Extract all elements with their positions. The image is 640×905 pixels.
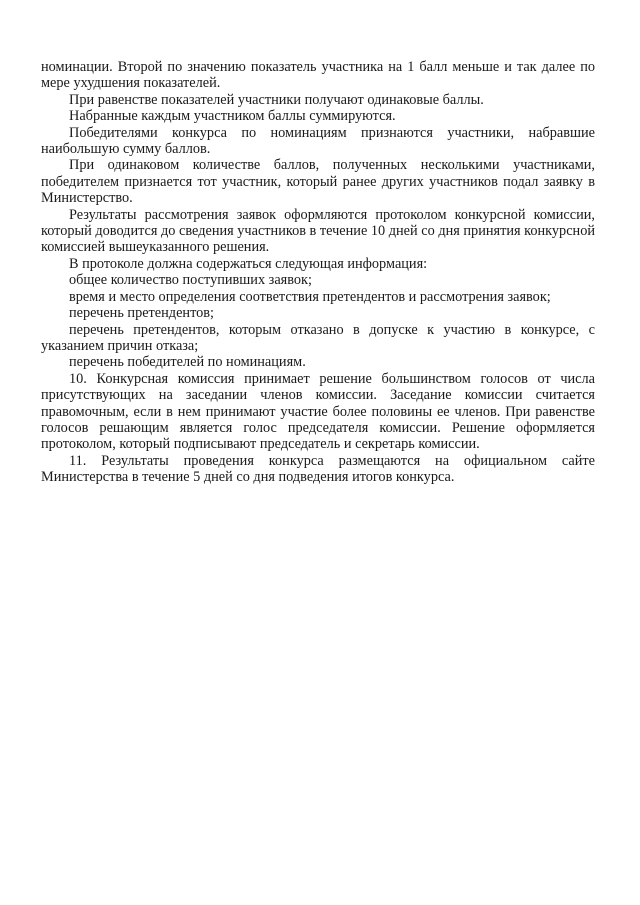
paragraph-5: При одинаковом количестве баллов, полученных несколькими участниками, победителем признается тот участник, который ранее других участников подал заявку в Министерство.: [41, 157, 595, 207]
paragraph-4: Победителями конкурса по номинациям признаются участники, набравшие наибольшую сумму баллов.: [41, 124, 595, 158]
paragraph-3: Набранные каждым участником баллы суммируются.: [69, 108, 396, 125]
document-body: [41, 59, 595, 486]
paragraph-7: В протоколе должна содержаться следующая информация:: [69, 255, 428, 272]
paragraph-6: Результаты рассмотрения заявок оформляются протоколом конкурсной комиссии, который доводится до сведения участников в течение 10 дней со дня принятия конкурсной комиссией вышеуказанного решения.: [41, 206, 595, 256]
list-item-2: время и место определения соответствия претендентов и рассмотрения заявок;: [69, 288, 551, 305]
paragraph-1: номинации. Второй по значению показатель участника на 1 балл меньше и так далее по мере ухудшения показателей.: [41, 59, 595, 92]
list-item-1: общее количество поступивших заявок;: [69, 272, 312, 289]
paragraph-2: При равенстве показателей участники получают одинаковые баллы.: [69, 91, 484, 108]
list-item-5: перечень победителей по номинациям.: [69, 354, 306, 371]
list-item-3: перечень претендентов;: [69, 305, 215, 322]
list-item-4: перечень претендентов, которым отказано в допуске к участию в конкурсе, с указанием причин отказа;: [41, 321, 595, 354]
clause-10: 10. Конкурсная комиссия принимает решение большинством голосов от числа присутствующих на заседании членов комиссии. Заседание комиссии считается правомочным, если в нем принимают участие более половины ее членов. При равенстве голосов решающим является голос председателя комиссии. Решение оформляется протоколом, который подписывают председатель и секретарь комиссии.: [41, 370, 595, 453]
clause-11: 11. Результаты проведения конкурса размещаются на официальном сайте Министерства в течение 5 дней со дня подведения итогов конкурса.: [41, 452, 595, 486]
